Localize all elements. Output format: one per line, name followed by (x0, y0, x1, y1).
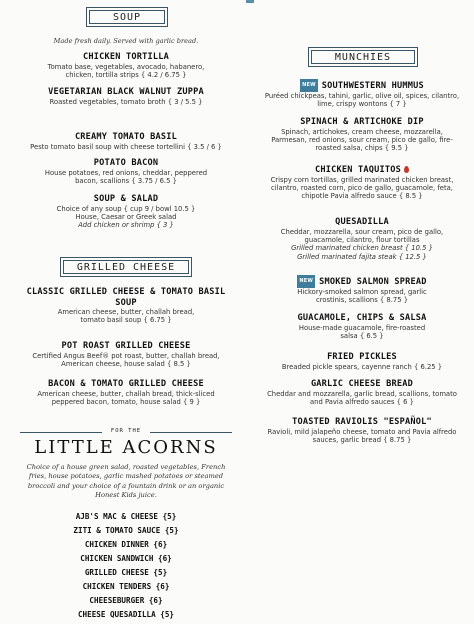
item-name: SOUTHWESTERN HUMMUS (321, 80, 424, 91)
munchies-heading: MUNCHIES (311, 50, 415, 64)
item-name: TOASTED RAVIOLIS "ESPAÑOL" (292, 417, 432, 427)
for-the-label: FOR THE (110, 428, 142, 434)
item-desc: House-made guacamole, fire-roasted salsa { 6.5 } (298, 323, 426, 340)
soup-heading-box (86, 7, 168, 27)
soup-item (20, 194, 232, 230)
item-name: CLASSIC GRILLED CHEESE & TOMATO BASIL SOUP (26, 287, 226, 308)
item-desc: Choice of any soup { cup 9 / bowl 10.5 } House, Caesar or Greek salad (56, 204, 196, 221)
kids-item: GRILLED CHEESE {5} (84, 568, 168, 577)
grilled-cheese-item (20, 379, 232, 406)
item-name: CHICKEN TORTILLA (83, 52, 169, 62)
munchies-item (258, 352, 466, 371)
item-desc: Ravioli, mild jalapeño cheese, tomato and Pavia alfredo sauces, garlic bread { 8.75 } (267, 427, 457, 444)
new-badge: NEW (300, 79, 318, 92)
item-name: GUACAMOLE, CHIPS & SALSA (297, 313, 427, 323)
item-name: SPINACH & ARTICHOKE DIP (300, 117, 424, 127)
item-desc: Spinach, artichokes, cream cheese, mozzarella, Parmesan, red onions, sour cream, pico de gallo, fire-roasted salsa, chips { 9.5 } (271, 127, 453, 153)
item-name: CHICKEN TAQUITOS (315, 165, 401, 175)
item-desc: Pesto tomato basil soup with cheese tortellini { 3.5 / 6 } (30, 142, 222, 151)
item-name: POT ROAST GRILLED CHEESE (61, 341, 191, 351)
munchies-item (258, 313, 466, 340)
item-desc: Crispy corn tortillas, grilled marinated chicken breast, cilantro, roasted corn, pico de gallo, guacamole, feta, chipotle Pavia alfredo sauce { 8.5 } (270, 175, 454, 201)
munchies-item (258, 217, 466, 261)
item-name: BACON & TOMATO GRILLED CHEESE (48, 379, 204, 389)
kids-item: CHICKEN DINNER {6} (84, 540, 168, 549)
item-name: FRIED PICKLES (327, 352, 397, 362)
item-name: SOUP & SALAD (93, 194, 159, 204)
item-desc: Roasted vegetables, tomato broth { 3 / 5.5 } (49, 97, 203, 106)
grilled-cheese-heading: GRILLED CHEESE (63, 260, 189, 274)
munchies-item (258, 117, 466, 153)
kids-item: CHEESE QUESADILLA {5} (77, 610, 174, 619)
soup-item (20, 52, 232, 79)
grilled-cheese-item (20, 341, 232, 368)
item-name: CREAMY TOMATO BASIL (74, 132, 178, 142)
item-name: GARLIC CHEESE BREAD (310, 379, 414, 389)
item-desc: Tomato base, vegetables, avocado, habanero, chicken, tortilla strips { 4.2 / 6.75 } (47, 62, 205, 79)
item-desc: Certified Angus Beef® pot roast, butter, challah bread, American cheese, house salad { 8.5 } (32, 351, 220, 368)
munchies-item (258, 379, 466, 406)
item-desc: American cheese, butter, challah bread, tomato basil soup { 6.75 } (57, 308, 195, 325)
item-note: Grilled marinated chicken breast { 10.5 } (291, 244, 433, 253)
item-note: Add chicken or shrimp { 3 } (78, 221, 174, 230)
item-desc: Hickory-smoked salmon spread, garlic crostinis, scallions { 8.75 } (297, 287, 427, 304)
item-desc: Cheddar and mozzarella, garlic bread, scallions, tomato and Pavia alfredo sauces { 6 } (267, 389, 457, 406)
munchies-item (258, 165, 466, 201)
item-desc: Cheddar, mozzarella, sour cream, pico de gallo, guacamole, cilantro, flour tortillas (280, 227, 444, 244)
little-acorns-title: LITTLE ACORNS (34, 437, 218, 458)
item-name: QUESADILLA (335, 217, 389, 227)
item-note: Grilled marinated fajita steak { 12.5 } (297, 252, 427, 261)
munchies-item (258, 79, 466, 108)
soup-item (20, 158, 232, 185)
soup-heading: SOUP (89, 10, 165, 24)
kids-item: CHICKEN TENDERS {6} (82, 582, 170, 591)
item-desc: Breaded pickle spears, cayenne ranch { 6.25 } (281, 362, 443, 371)
new-badge: NEW (297, 275, 315, 288)
kids-item: CHICKEN SANDWICH {6} (80, 554, 172, 563)
item-desc: House potatoes, red onions, cheddar, peppered bacon, scallions { 3.75 / 6.5 } (44, 168, 208, 185)
item-desc: Puréed chickpeas, tahini, garlic, olive oil, spices, cilantro, lime, crispy wontons { 7 } (264, 91, 460, 108)
kids-item: CHEESEBURGER {6} (89, 596, 163, 605)
munchies-item (258, 417, 466, 444)
item-name: POTATO BACON (93, 158, 159, 168)
spicy-icon (404, 166, 409, 173)
item-name: SMOKED SALMON SPREAD (319, 276, 427, 287)
item-desc: American cheese, butter, challah bread, thick-sliced peppered bacon, tomato, house salad { 9 } (37, 389, 215, 406)
munchies-heading-box (308, 47, 418, 67)
munchies-item (258, 275, 466, 304)
soup-item (20, 87, 232, 106)
soup-item (20, 132, 232, 151)
little-acorns-intro: Choice of a house green salad, roasted vegetables, French fries, house potatoes, garlic mashed potatoes or steamed broccoli and your choice of a fountain drink or an organic Honest Kids juice. (26, 463, 226, 500)
soup-intro: Made fresh daily. Served with garlic bread. (53, 37, 199, 45)
item-name: VEGETARIAN BLACK WALNUT ZUPPA (48, 87, 204, 97)
top-accent-mark (246, 0, 254, 3)
grilled-cheese-item (20, 287, 232, 325)
divider-right (150, 432, 232, 433)
kids-item: ZITI & TOMATO SAUCE {5} (73, 526, 179, 535)
grilled-cheese-heading-box (60, 257, 192, 277)
kids-item: AJB'S MAC & CHEESE {5} (75, 512, 177, 521)
